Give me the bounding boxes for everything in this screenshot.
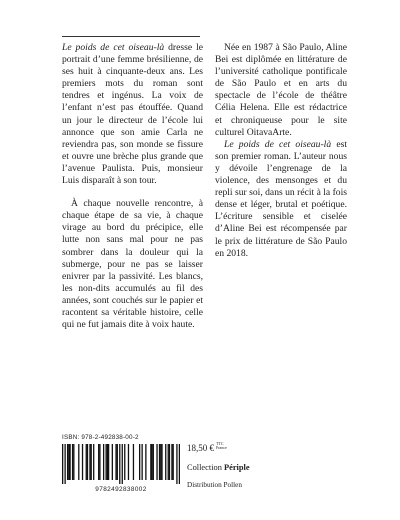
- author-column: [215, 42, 347, 260]
- isbn-label: ISBN: 978-2-492838-00-2: [62, 434, 139, 441]
- barcode-bar: [87, 444, 88, 480]
- barcode-bar: [169, 444, 170, 480]
- author-bio-paragraph: Née en 1987 à São Paulo, Aline Bei est diplômée en littérature de l’université catholique pontificale de São Paulo et en arts du spectacle de l’école de théâtre Célia Helena. Elle est rédactrice et chroniqueuse pour le site culturel OitavaArte.: [215, 42, 347, 138]
- synopsis-paragraph-2: À chaque nouvelle rencontre, à chaque étape de sa vie, à chaque virage au bord du précipice, elle lutte non sans mal pour ne pas sombrer dans la douleur qui la submerge, pour ne pas se laisser enivrer par la passivité. Les blancs, les non-dits accumulés au fil des années, sont couchés sur le papier et racontent sa véritable histoire, celle qui ne fut jamais dite à voix haute.: [62, 198, 203, 331]
- barcode-bar: [173, 444, 174, 480]
- barcode-bar: [112, 444, 113, 480]
- barcode-bar: [62, 444, 63, 484]
- barcode-bar: [117, 444, 118, 480]
- author-novel-text: est son premier roman. L’auteur nous y dévoile l’engrenage de la violence, des mensonges et du repli sur soi, dans un récit à la fois dense et léger, brutal et poétique. L’écriture sensible et ciselée d’Aline Bei est récompensée par le prix de littérature de São Paulo en 2018.: [215, 138, 347, 259]
- price-tax-note: [216, 442, 227, 450]
- barcode-bar: [160, 444, 161, 480]
- barcode-bar: [107, 444, 108, 480]
- barcode-bar: [89, 444, 90, 480]
- barcode-bar: [151, 444, 152, 480]
- barcode-bar: [165, 444, 166, 480]
- barcode-bar: [141, 444, 142, 480]
- barcode-bar: [105, 444, 106, 480]
- book-title-repeat: Le poids de cet oiseau-là: [224, 138, 332, 150]
- synopsis-paragraph-1-text: dresse le portrait d’une femme brésilienne, de ses huit à cinquante-deux ans. Les premiers mots du roman sont tendres et ingénus. La voix de l’enfant n’est pas étouffée. Quand un jour le directeur de l’école lui annonce que son amie Carla ne reviendra pas, son monde se fissure et ouvre une brèche plus grande que l’avenue Paulista. Puis, monsieur Luis disparaît à son tour.: [62, 42, 203, 187]
- barcode-bar: [103, 444, 104, 480]
- price-country: France: [216, 445, 227, 451]
- collection-prefix: Collection: [187, 463, 224, 472]
- barcode-bar: [179, 444, 180, 484]
- barcode-bar: [72, 444, 73, 480]
- barcode-bar: [86, 444, 87, 480]
- barcode-bar: [99, 444, 100, 480]
- barcode-bar: [159, 444, 160, 480]
- barcode-bar: [168, 444, 169, 480]
- barcode-bar: [115, 444, 116, 480]
- barcode-bar: [64, 444, 65, 484]
- barcode-bar: [73, 444, 74, 480]
- barcode-bar: [133, 444, 134, 480]
- barcode-bar: [153, 444, 154, 480]
- barcode-bar: [108, 444, 109, 480]
- top-rule: [62, 36, 200, 37]
- barcode-bar: [128, 444, 129, 480]
- barcode-bar: [68, 444, 69, 480]
- barcode-bar: [98, 444, 99, 480]
- price-amount: 18,50 €: [187, 443, 214, 454]
- barcode-digits: 9782492838002: [95, 486, 147, 493]
- collection-name: [187, 463, 250, 472]
- author-novel-paragraph: [215, 139, 347, 260]
- barcode-bar: [93, 444, 94, 480]
- barcode-bar: [156, 444, 157, 480]
- barcode-bar: [139, 444, 140, 480]
- collection-title: Périple: [223, 463, 250, 472]
- barcode-icon: [62, 444, 180, 484]
- barcode-bar: [119, 444, 120, 484]
- barcode-bar: [122, 444, 123, 484]
- book-title: Le poids de cet oiseau-là: [62, 42, 165, 53]
- barcode-bar: [67, 444, 68, 480]
- barcode-bar: [82, 444, 83, 480]
- synopsis-paragraph-1: [62, 42, 203, 187]
- barcode-bar: [78, 444, 79, 480]
- distribution-label: Distribution Pollen: [187, 481, 242, 489]
- barcode-bar: [124, 444, 125, 480]
- barcode-bar: [145, 444, 146, 480]
- price-ttc: TTC: [216, 441, 224, 446]
- barcode-bar: [171, 444, 172, 480]
- price: [187, 442, 227, 453]
- barcode-bar: [150, 444, 151, 480]
- barcode-bar: [161, 444, 162, 480]
- barcode-bar: [91, 444, 92, 480]
- barcode-bar: [176, 444, 177, 484]
- synopsis-column: [62, 42, 203, 331]
- barcode-bar: [69, 444, 70, 480]
